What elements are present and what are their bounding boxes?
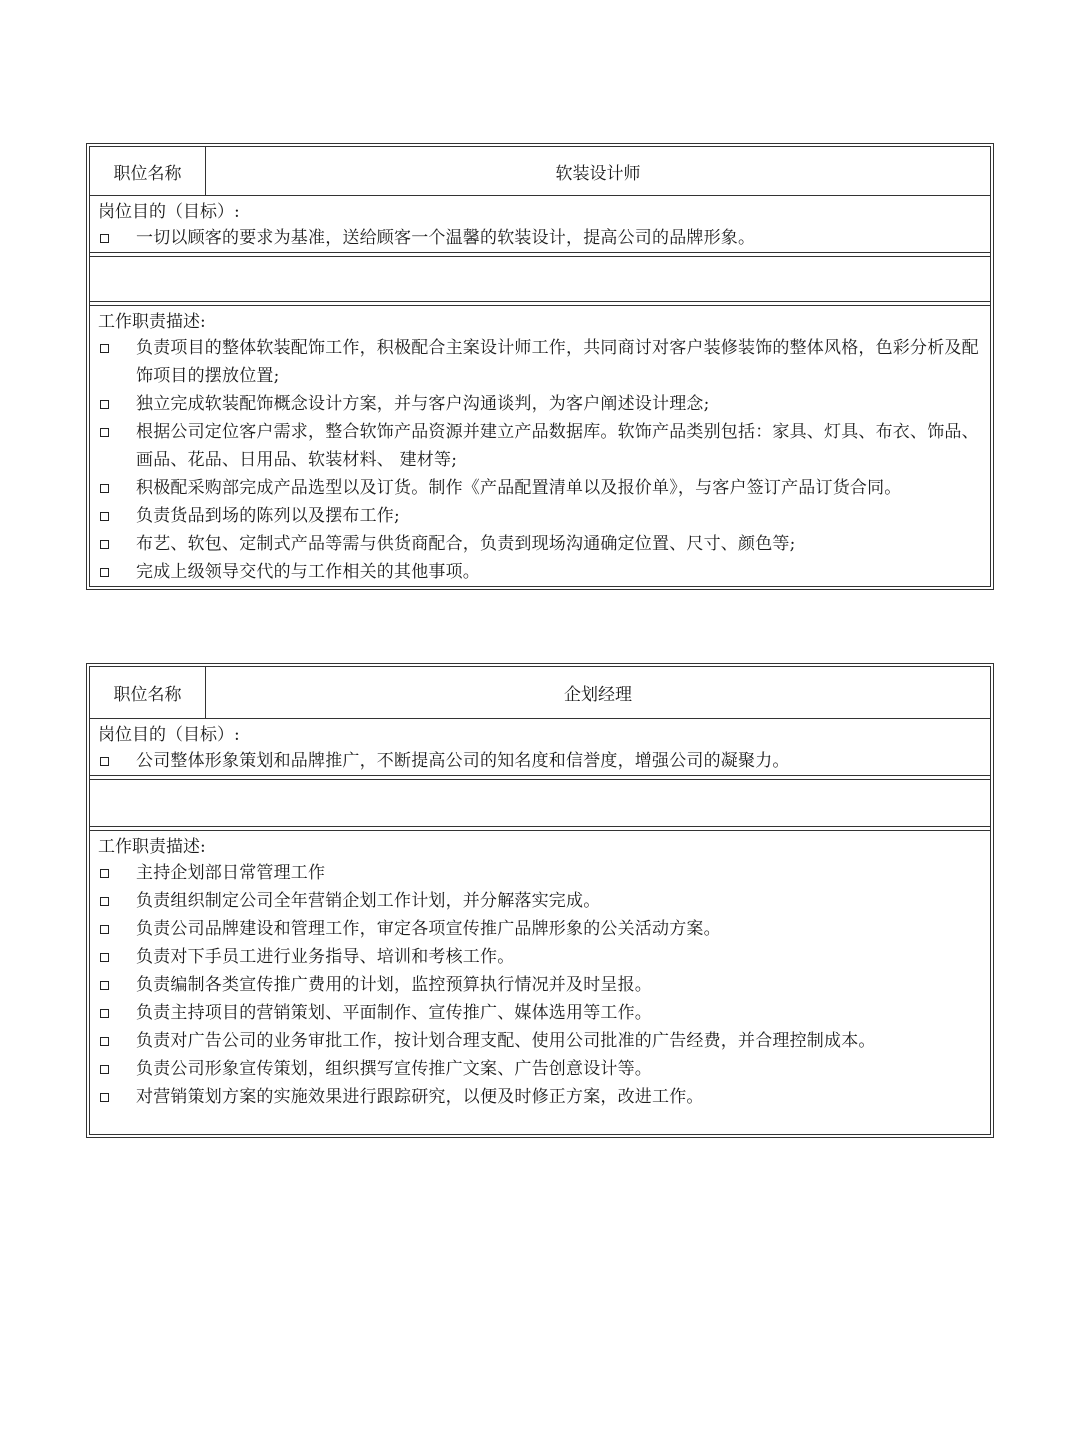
position-value: 企划经理 xyxy=(564,685,632,705)
list-item xyxy=(98,971,982,999)
purpose-heading: 岗位目的（目标）: xyxy=(98,725,240,745)
item-text: 公司整体形象策划和品牌推广，不断提高公司的知名度和信誉度，增强公司的凝聚力。 xyxy=(136,751,790,771)
list-item xyxy=(98,334,982,390)
checkbox-icon xyxy=(98,943,136,971)
list-item xyxy=(98,1027,982,1055)
table-inner xyxy=(89,666,991,1135)
item-text: 负责主持项目的营销策划、平面制作、宣传推广、媒体选用等工作。 xyxy=(136,1003,652,1023)
empty-row xyxy=(90,779,990,827)
item-text: 完成上级领导交代的与工作相关的其他事项。 xyxy=(136,562,480,582)
checkbox-icon xyxy=(98,224,136,252)
position-value: 软装设计师 xyxy=(555,163,641,184)
checkbox-icon xyxy=(98,502,136,530)
item-text: 负责对下手员工进行业务指导、培训和考核工作。 xyxy=(136,947,515,967)
checkbox-icon xyxy=(98,1083,136,1111)
item-text: 负责对广告公司的业务审批工作，按计划合理支配、使用公司批准的广告经费，并合理控制成本。 xyxy=(136,1031,876,1051)
checkbox-icon xyxy=(98,859,136,887)
list-item xyxy=(98,390,982,418)
item-text: 负责货品到场的陈列以及摆布工作; xyxy=(136,506,400,526)
purpose-heading: 岗位目的（目标）: xyxy=(98,202,240,223)
job-table-soft-design xyxy=(86,143,994,590)
item-text: 负责公司品牌建设和管理工作，审定各项宣传推广品牌形象的公关活动方案。 xyxy=(136,919,721,939)
position-label: 职位名称 xyxy=(90,667,206,718)
item-text: 对营销策划方案的实施效果进行跟踪研究，以便及时修正方案，改进工作。 xyxy=(136,1087,704,1107)
duties-section xyxy=(90,830,990,1134)
item-text: 一切以顾客的要求为基准，送给顾客一个温馨的软装设计，提高公司的品牌形象。 xyxy=(136,228,756,249)
item-text: 独立完成软装配饰概念设计方案，并与客户沟通谈判，为客户阐述设计理念; xyxy=(136,394,710,414)
empty-row xyxy=(90,256,990,302)
duties-section xyxy=(90,305,990,586)
list-item xyxy=(98,943,982,971)
item-text: 主持企划部日常管理工作 xyxy=(136,863,326,883)
checkbox-icon xyxy=(98,418,136,474)
item-text: 布艺、软包、定制式产品等需与供货商配合，负责到现场沟通确定位置、尺寸、颜色等; xyxy=(136,534,796,554)
item-text: 根据公司定位客户需求，整合软饰产品资源并建立产品数据库。软饰产品类别包括：家具、灯具、布衣、饰品、画品、花品、日用品、软装材料、 建材等; xyxy=(136,422,979,470)
list-item xyxy=(98,747,982,775)
title-row xyxy=(90,667,990,719)
checkbox-icon xyxy=(98,558,136,586)
duties-heading: 工作职责描述: xyxy=(98,312,206,332)
table-inner xyxy=(89,146,991,587)
item-text: 负责编制各类宣传推广费用的计划，监控预算执行情况并及时呈报。 xyxy=(136,975,652,995)
list-item xyxy=(98,1055,982,1083)
job-table-planning-manager xyxy=(86,663,994,1138)
checkbox-icon xyxy=(98,887,136,915)
list-item xyxy=(98,915,982,943)
title-row xyxy=(90,147,990,196)
checkbox-icon xyxy=(98,999,136,1027)
list-item xyxy=(98,418,982,474)
purpose-section xyxy=(90,719,990,776)
item-text: 负责公司形象宣传策划，组织撰写宣传推广文案、广告创意设计等。 xyxy=(136,1059,652,1079)
list-item xyxy=(98,558,982,586)
duties-heading: 工作职责描述: xyxy=(98,837,206,857)
position-label: 职位名称 xyxy=(90,147,206,195)
checkbox-icon xyxy=(98,390,136,418)
purpose-section xyxy=(90,196,990,253)
checkbox-icon xyxy=(98,971,136,999)
item-text: 负责组织制定公司全年营销企划工作计划，并分解落实完成。 xyxy=(136,891,601,911)
list-item xyxy=(98,999,982,1027)
item-text: 负责项目的整体软装配饰工作，积极配合主案设计师工作，共同商讨对客户装修装饰的整体风格，色彩分析及配饰项目的摆放位置; xyxy=(136,338,979,386)
checkbox-icon xyxy=(98,1055,136,1083)
list-item xyxy=(98,1083,982,1111)
list-item xyxy=(98,530,982,558)
checkbox-icon xyxy=(98,334,136,390)
checkbox-icon xyxy=(98,747,136,775)
checkbox-icon xyxy=(98,1027,136,1055)
checkbox-icon xyxy=(98,530,136,558)
checkbox-icon xyxy=(98,915,136,943)
list-item xyxy=(98,502,982,530)
list-item xyxy=(98,474,982,502)
item-text: 积极配采购部完成产品选型以及订货。制作《产品配置清单以及报价单》，与客户签订产品订货合同。 xyxy=(136,478,902,498)
list-item xyxy=(98,887,982,915)
list-item xyxy=(98,859,982,887)
list-item xyxy=(98,224,982,252)
checkbox-icon xyxy=(98,474,136,502)
